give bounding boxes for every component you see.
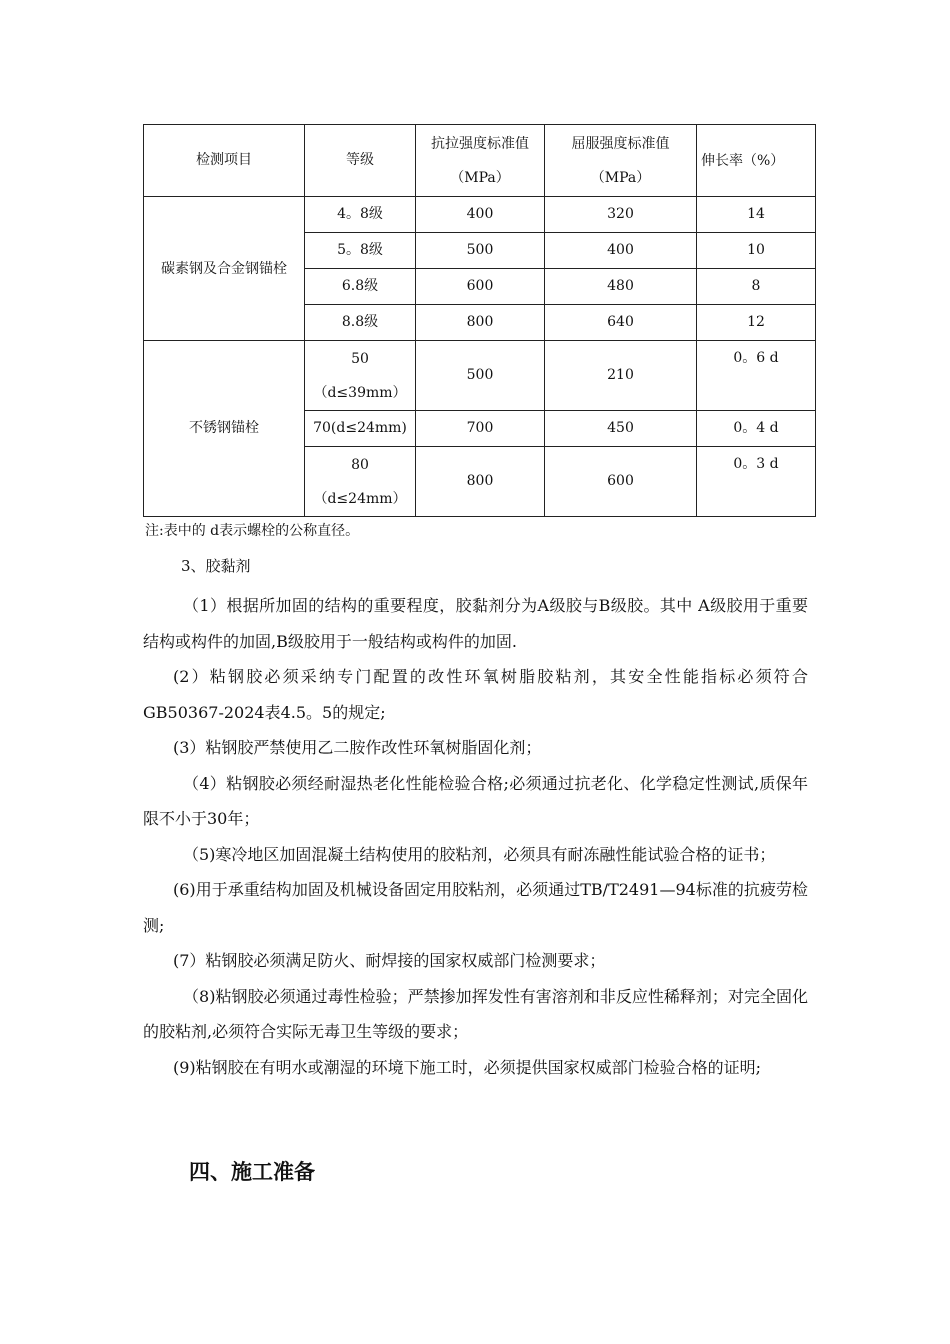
grade-cell: 50（d≤39mm）: [305, 341, 416, 411]
header-grade: 等级: [305, 125, 416, 197]
grade-cell: 70(d≤24mm): [305, 411, 416, 447]
elongation-cell: 8: [697, 269, 816, 305]
table-note: 注:表中的 d表示螺栓的公称直径。: [145, 523, 360, 539]
header-tensile: 抗拉强度标准值（MPa）: [416, 125, 545, 197]
yield-cell: 400: [545, 233, 697, 269]
tensile-cell: 500: [416, 341, 545, 411]
header-item: 检测项目: [144, 125, 305, 197]
elongation-cell: 0。4 d: [697, 411, 816, 447]
grade-cell: 4。8级: [305, 197, 416, 233]
tensile-cell: 800: [416, 447, 545, 517]
tensile-cell: 500: [416, 233, 545, 269]
paragraph: (3）粘钢胶严禁使用乙二胺作改性环氧树脂固化剂；: [173, 738, 542, 757]
yield-cell: 480: [545, 269, 697, 305]
tensile-cell: 700: [416, 411, 545, 447]
grade-cell: 6.8级: [305, 269, 416, 305]
yield-cell: 210: [545, 341, 697, 411]
paragraph: (2）粘钢胶必须采纳专门配置的改性环氧树脂胶粘剂，其安全性能指标必须符合GB50367-2024表4.5。5的规定;: [143, 667, 808, 722]
paragraph: （4）粘钢胶必须经耐湿热老化性能检验合格;必须通过抗老化、化学稳定性测试,质保年限不小于30年；: [143, 773, 808, 828]
elongation-cell: 14: [697, 197, 816, 233]
paragraph: （5)寒冷地区加固混凝土结构使用的胶粘剂，必须具有耐冻融性能试验合格的证书；: [183, 844, 776, 864]
elongation-cell: 12: [697, 305, 816, 341]
table-row: [144, 197, 816, 233]
tensile-cell: 400: [416, 197, 545, 233]
section-subheading: 3、胶黏剂: [181, 557, 251, 575]
paragraph: (7）粘钢胶必须满足防火、耐焊接的国家权威部门检测要求；: [173, 951, 606, 970]
paragraph: (6)用于承重结构加固及机械设备固定用胶粘剂，必须通过TB/T2491—94标准的抗疲劳检测;: [143, 880, 808, 935]
paragraph: （1）根据所加固的结构的重要程度，胶黏剂分为A级胶与B级胶。其中 A级胶用于重要结构或构件的加固,B级胶用于一般结构或构件的加固.: [143, 596, 808, 651]
grade-cell: 80（d≤24mm）: [305, 447, 416, 517]
paragraph: （8)粘钢胶必须通过毒性检验；严禁掺加挥发性有害溶剂和非反应性稀释剂；对完全固化的胶粘剂,必须符合实际无毒卫生等级的要求；: [143, 986, 808, 1041]
header-elongation: 伸长率（%）: [697, 125, 816, 197]
body-text: [143, 588, 808, 1085]
section-heading: 四、施工准备: [189, 1160, 315, 1184]
table-header-row: [144, 125, 816, 197]
group-name: 碳素钢及合金钢锚栓: [144, 197, 305, 341]
yield-cell: 320: [545, 197, 697, 233]
tensile-cell: 600: [416, 269, 545, 305]
group-name: 不锈钢锚栓: [144, 341, 305, 517]
tensile-cell: 800: [416, 305, 545, 341]
yield-cell: 450: [545, 411, 697, 447]
grade-cell: 8.8级: [305, 305, 416, 341]
paragraph: (9)粘钢胶在有明水或潮湿的环境下施工时，必须提供国家权威部门检验合格的证明;: [173, 1057, 762, 1077]
yield-cell: 600: [545, 447, 697, 517]
header-yield: 屈服强度标准值（MPa）: [545, 125, 697, 197]
yield-cell: 640: [545, 305, 697, 341]
elongation-cell: 0。3 d: [697, 447, 816, 517]
elongation-cell: 0。6 d: [697, 341, 816, 411]
elongation-cell: 10: [697, 233, 816, 269]
anchor-spec-table: [143, 124, 816, 517]
table-row: [144, 341, 816, 411]
grade-cell: 5。8级: [305, 233, 416, 269]
